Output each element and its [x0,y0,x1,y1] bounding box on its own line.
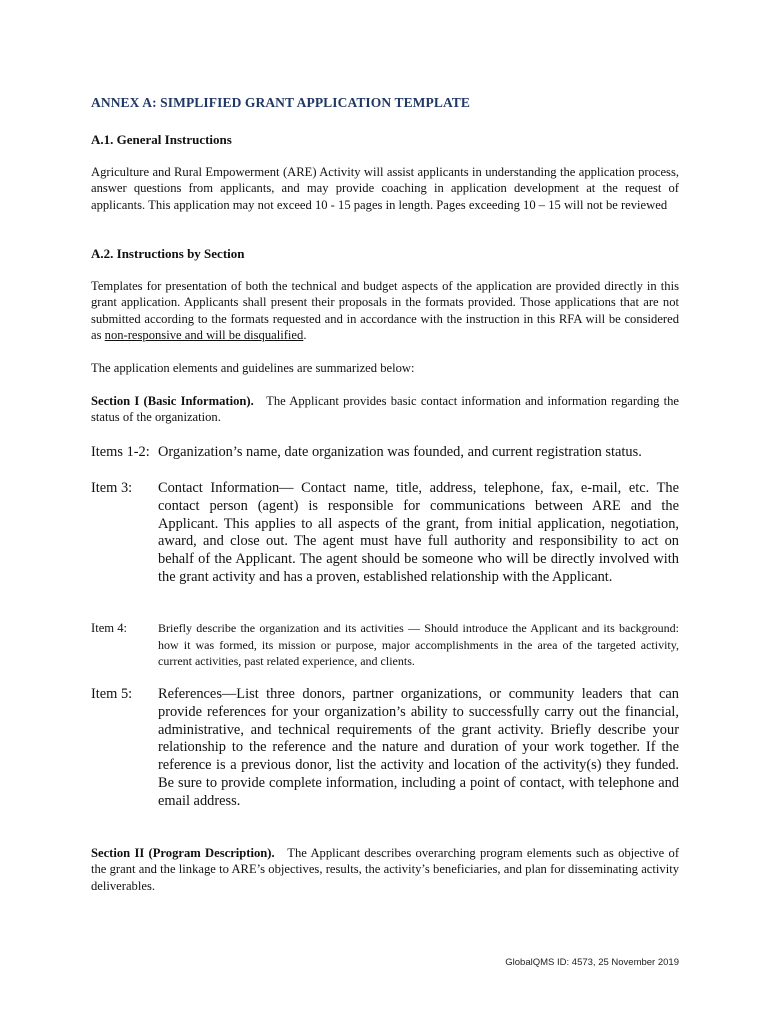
general-instructions-paragraph: Agriculture and Rural Empowerment (ARE) Activity will assist applicants in understanding the application process, answer questions from applicants, and may provide coaching in application development at the request of applicants. This application may not exceed 10 - 15 pages in length. Pages exceeding 10 – 15 will not be reviewed [91,165,679,212]
section-2-paragraph [91,845,679,894]
instructions-text-end: . [303,328,307,343]
summary-intro: The application elements and guidelines are summarized below: [91,361,415,375]
footer-document-id: GlobalQMS ID: 4573, 25 November 2019 [505,957,679,968]
item-label: Item 5: [91,686,133,702]
item-label: Items 1-2: [91,444,150,460]
disqualified-underlined-text: non-responsive and will be disqualified [104,328,304,343]
section-2-lead: Section II (Program Description). [91,846,275,860]
page-title: ANNEX A: SIMPLIFIED GRANT APPLICATION TEMPLATE [91,95,471,110]
item-text: Contact Information— Contact name, title, address, telephone, fax, e-mail, etc. The contact person (agent) is responsible for communications between ARE and the Applicant. This applies to all aspects of the grant, from initial application, negotiation, award, and close out. The agent must have full authority and responsibility to act on behalf of the Applicant. The agent should be someone who will be directly involved with the grant activity and has a proven, established relationship with the Applicant. [158,480,679,585]
item-text: References—List three donors, partner organizations, or community leaders that can provide references for your organization’s ability to successfully carry out the financial, administrative, and technical requirements of the grant activity. Briefly describe your relationship to the reference and the nature and duration of your work together. If the reference is a previous donor, list the activity and location of the activity(s) they funded. Be sure to provide complete information, including a point of contact, with telephone and email address. [158,686,679,809]
item-text: Organization’s name, date organization was founded, and current registration status. [158,444,642,460]
instructions-text: Templates for presentation of both the technical and budget aspects of the application are provided directly in this grant application. Applicants shall present their proposals in the formats provided. Those applications that are not submitted according to the formats requested and in accordance with the instruction in this RFA will be considered as [91,279,679,343]
item-label: Item 3: [91,480,133,496]
section-1-lead: Section I (Basic Information). [91,394,254,408]
section-2-text: The Applicant describes overarching program elements such as objective of the grant and the linkage to ARE’s objectives, results, the activity’s beneficiaries, and plan for disseminating activity deliverables. [91,846,680,893]
heading-instructions-by-section: A.2. Instructions by Section [91,246,245,261]
heading-general-instructions: A.1. General Instructions [91,132,232,147]
instructions-paragraph [91,278,679,344]
item-label: Item 4: [91,621,128,635]
item-text: Briefly describe the organization and its activities — Should introduce the Applicant and its background: how it was formed, its mission or purpose, major accomplishments in the area of the targeted activity, current activities, past related experience, and clients. [158,621,679,669]
section-1-text: The Applicant provides basic contact information and information regarding the status of the organization. [91,394,680,425]
section-1-paragraph [91,393,679,426]
